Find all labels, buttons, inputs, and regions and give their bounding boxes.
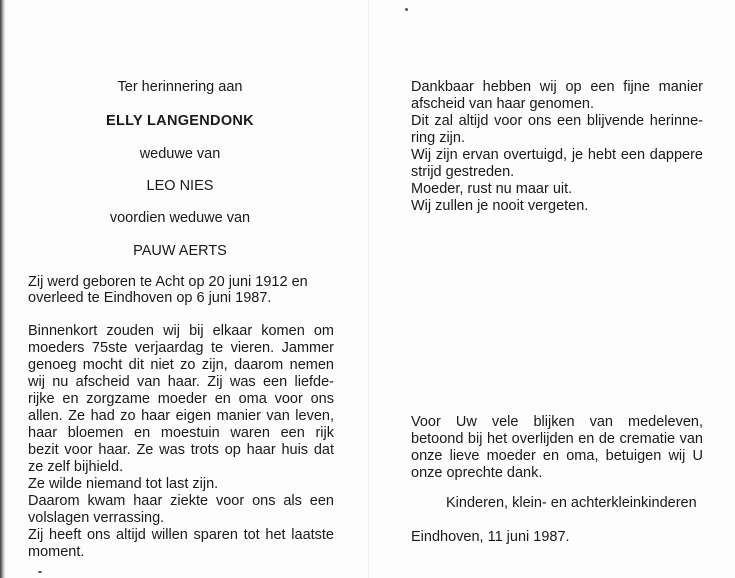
print-speck [405,8,408,11]
text-line: wij nu afscheid van haar. Zij was een liefde- [28,374,334,390]
text-line: Dit zal altijd voor ons een blijvende herinne- [411,113,703,129]
text-line: allen. Ze had zo haar eigen manier van leven, [28,408,334,424]
text-line: Zij heeft ons altijd willen sparen tot het laatste [28,527,334,543]
text-line: afscheid van haar genomen. [411,96,594,112]
text-line: onze lieve moeder en oma, betuigen wij U [411,448,703,464]
text-line: rijke en zorgzame moeder en oma voor ons [28,391,334,407]
card-fold-line [368,0,369,578]
text-line: Zij werd geboren te Acht op 20 juni 1912 en [28,274,308,290]
text-line: Dankbaar hebben wij op een fijne manier [411,79,703,95]
text-line: Moeder, rust nu maar uit. [411,181,573,197]
text-line: strijd gestreden. [411,164,515,180]
widow-of-label: weduwe van [139,146,221,162]
previous-husband-name: PAUW AERTS [133,243,227,259]
text-line: Wij zullen je nooit vergeten. [411,198,589,214]
text-line: overleed te Eindhoven op 6 juni 1987. [28,290,272,306]
text-line: Wij zijn ervan overtuigd, je hebt een dappere [411,147,703,163]
husband-name: LEO NIES [146,178,214,194]
text-line: volslagen verrassing. [28,510,165,526]
intro-text: Ter herinnering aan [117,79,243,95]
place-date: Eindhoven, 11 juni 1987. [411,529,570,545]
card-left-edge [0,0,6,578]
print-speck [38,571,42,573]
text-line: Daarom kwam haar ziekte voor ons als een [28,493,334,509]
text-line: moeders 75ste verjaardag te vieren. Jammer [28,340,334,356]
text-line: Voor Uw vele blijken van medeleven, [411,414,703,430]
text-line: haar bloemen en moestuin waren een rijk [28,425,334,441]
text-line: Ze wilde niemand tot last zijn. [28,476,219,492]
text-line: onze oprechte dank. [411,465,543,481]
text-line: genoeg mocht dit niet zo zijn, daarom nemen [28,357,334,373]
previous-widow-label: voordien weduwe van [109,210,251,226]
text-line: bezit voor haar. Ze was trots op haar huis dat [28,442,334,458]
text-line: moment. [28,544,85,560]
deceased-name: ELLY LANGENDONK [106,113,254,129]
text-line: betoond bij het overlijden en de crematie van [411,431,703,447]
text-line: Binnenkort zouden wij bij elkaar komen om [28,323,334,339]
signature-line: Kinderen, klein- en achterkleinkinderen [446,495,697,511]
text-line: ring zijn. [411,130,465,146]
text-line: ze zelf bijhield. [28,459,124,475]
